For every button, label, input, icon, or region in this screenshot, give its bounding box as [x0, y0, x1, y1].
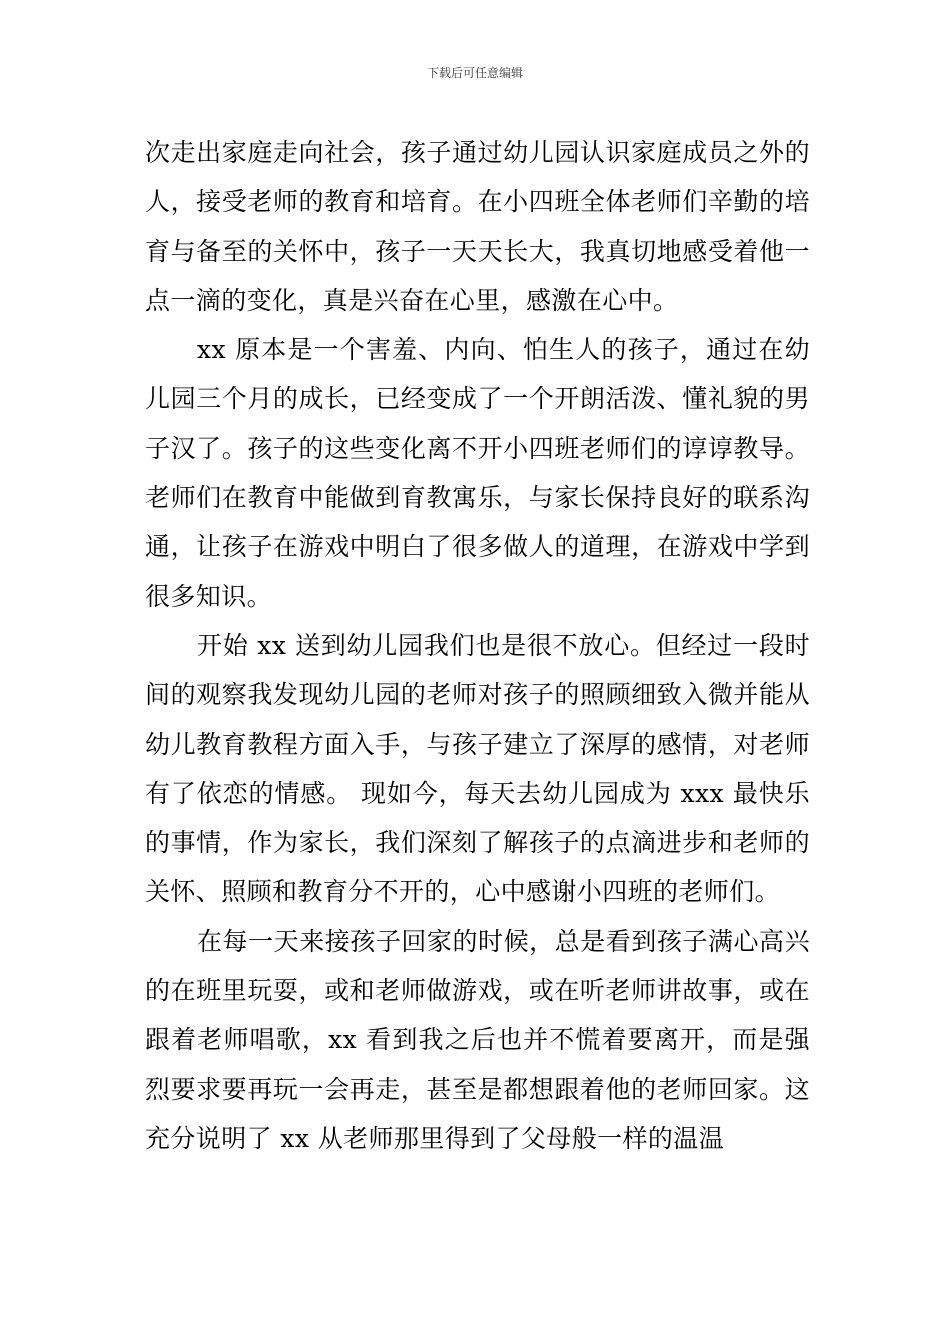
paragraph-continuation: 次走出家庭走向社会，孩子通过幼儿园认识家庭成员之外的人，接受老师的教育和培育。在小四班全体老师们辛勤的培育与备至的关怀中，孩子一天天长大，我真切地感受着他一点一滴的变化，真是兴奋在心里，感激在心中。 — [145, 138, 810, 315]
paragraph: xx 原本是一个害羞、内向、怕生人的孩子，通过在幼儿园三个月的成长，已经变成了一个开朗活泼、懂礼貌的男子汉了。孩子的这些变化离不开小四班老师们的谆谆教导。老师们在教育中能做到育教寓乐，与家长保持良好的联系沟通，让孩子在游戏中明白了很多做人的道理，在游戏中学到很多知识。 — [145, 335, 810, 611]
page-header: 下载后可任意编辑 — [426, 66, 523, 80]
paragraph: 开始 xx 送到幼儿园我们也是很不放心。但经过一段时间的观察我发现幼儿园的老师对孩子的照顾细致入微并能从幼儿教育教程方面入手，与孩子建立了深厚的感情，对老师有了依恋的情感。 现如今，每天去幼儿园成为 xxx 最快乐的事情，作为家长，我们深刻了解孩子的点滴进步和老师的关怀、照顾和教育分不开的，心中感谢小四班的老师们。 — [145, 630, 810, 907]
paragraph: 在每一天来接孩子回家的时候，总是看到孩子满心高兴的在班里玩耍，或和老师做游戏，或在听老师讲故事，或在跟着老师唱歌，xx 看到我之后也并不慌着要离开，而是强烈要求要再玩一会再走，甚至是都想跟着他的老师回家。这充分说明了 xx 从老师那里得到了父母般一样的温温 — [145, 926, 810, 1153]
document-body — [145, 128, 810, 1163]
